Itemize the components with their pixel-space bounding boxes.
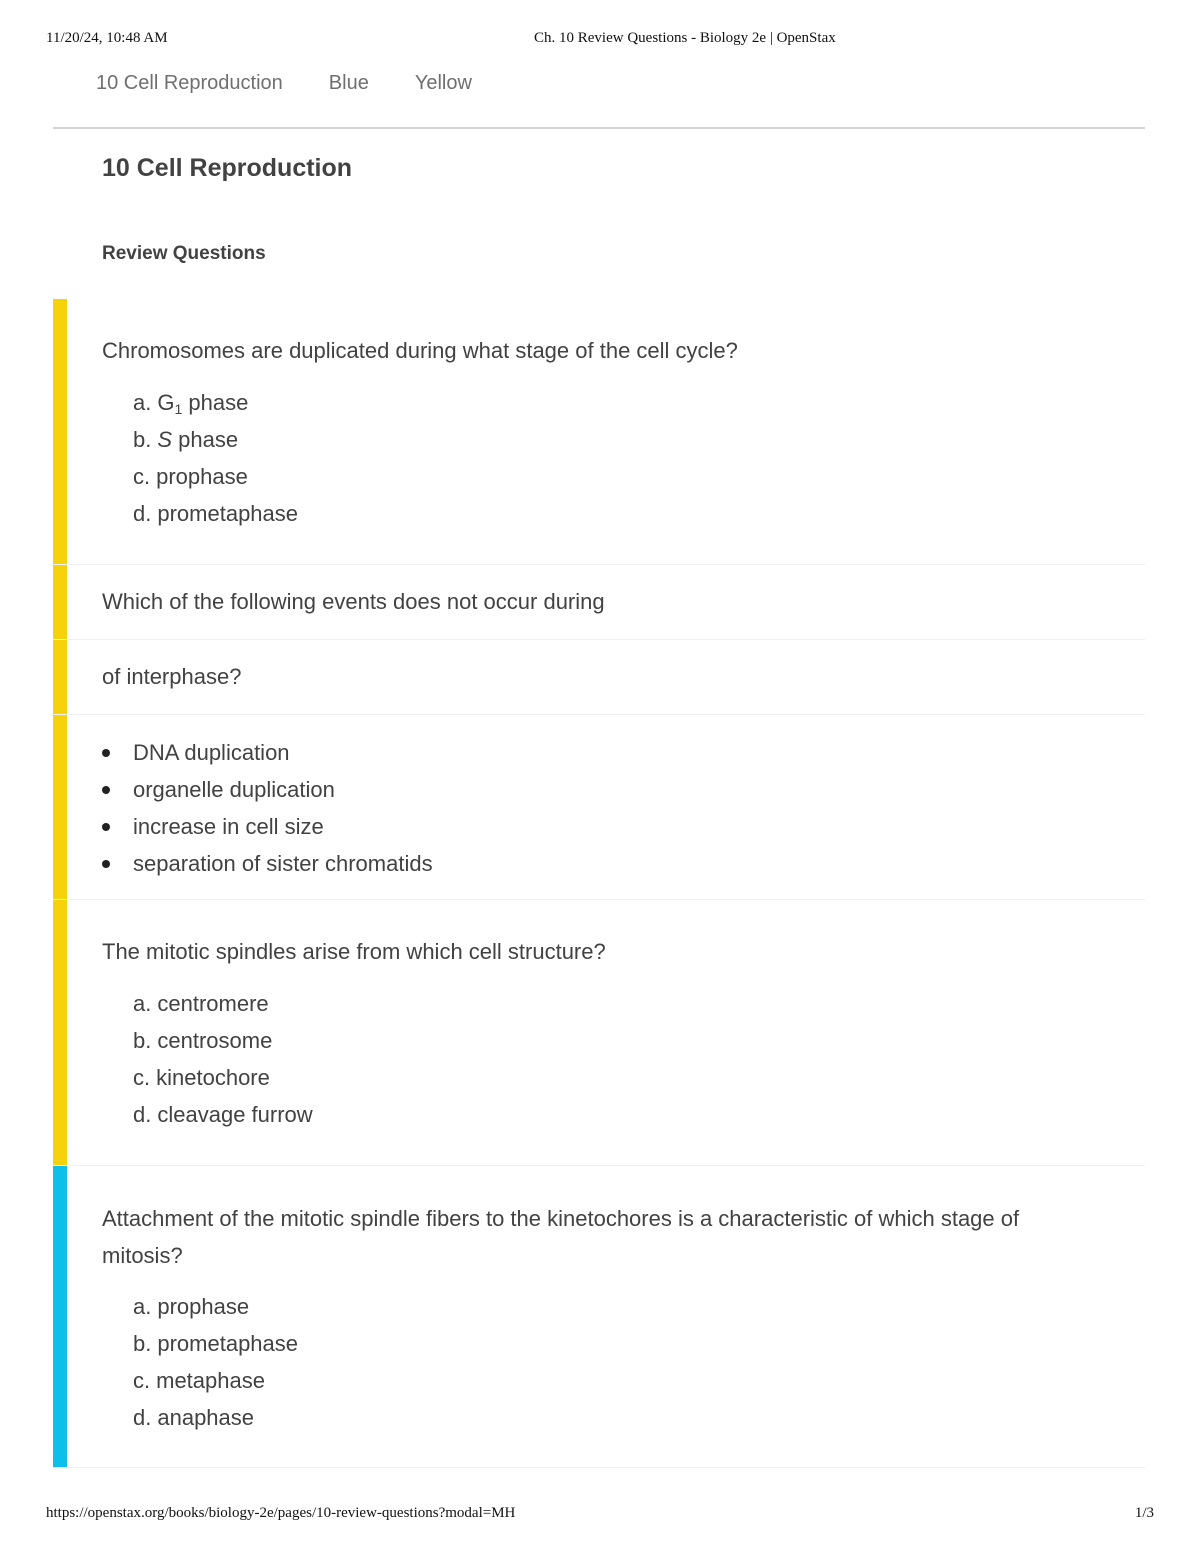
yellow-highlight-bar bbox=[53, 715, 67, 899]
question-block-2-part-3 bbox=[53, 715, 1145, 900]
tab-yellow[interactable]: Yellow bbox=[414, 72, 472, 94]
question-text: Chromosomes are duplicated during what stage of the cell cycle? bbox=[102, 338, 738, 363]
bullet-option: separation of sister chromatids bbox=[102, 845, 433, 882]
option-c: c. kinetochore bbox=[133, 1065, 270, 1090]
answer-options bbox=[133, 384, 298, 532]
print-date: 11/20/24, 10:48 AM bbox=[46, 30, 168, 46]
yellow-highlight-bar bbox=[53, 640, 67, 714]
question-block-1 bbox=[53, 299, 1145, 565]
page-url: https://openstax.org/books/biology-2e/pages/10-review-questions?modal=MH bbox=[46, 1505, 516, 1521]
answer-bullets bbox=[102, 734, 433, 882]
print-header bbox=[46, 30, 1154, 50]
question-block-4 bbox=[53, 1166, 1145, 1468]
question-block-3 bbox=[53, 900, 1145, 1166]
option-a: a. centromere bbox=[133, 991, 269, 1016]
yellow-highlight-bar bbox=[53, 900, 67, 1165]
option-b: b. S phase bbox=[133, 427, 239, 452]
blue-highlight-bar bbox=[53, 1166, 67, 1467]
print-footer bbox=[46, 1505, 1154, 1525]
print-document-title: Ch. 10 Review Questions - Biology 2e | OpenStax bbox=[534, 30, 836, 46]
bullet-option: organelle duplication bbox=[102, 771, 433, 808]
bullet-icon bbox=[102, 823, 110, 831]
option-a: a. prophase bbox=[133, 1294, 250, 1319]
option-b: b. centrosome bbox=[133, 1028, 273, 1053]
option-d: d. cleavage furrow bbox=[133, 1102, 313, 1127]
bullet-icon bbox=[102, 860, 110, 868]
bullet-option: increase in cell size bbox=[102, 808, 433, 845]
option-b: b. prometaphase bbox=[133, 1331, 299, 1356]
page-number: 1/3 bbox=[1134, 1505, 1154, 1521]
chapter-title: 10 Cell Reproduction bbox=[102, 154, 353, 182]
question-block-2-part-2 bbox=[53, 640, 1145, 715]
tab-chapter[interactable]: 10 Cell Reproduction bbox=[96, 72, 283, 94]
question-text-continued: of interphase? bbox=[102, 664, 242, 689]
question-text: The mitotic spindles arise from which cell structure? bbox=[102, 939, 606, 964]
option-c: c. prophase bbox=[133, 464, 248, 489]
option-d: d. prometaphase bbox=[133, 501, 299, 526]
answer-options bbox=[133, 1288, 298, 1436]
section-title: Review Questions bbox=[102, 243, 266, 264]
question-text: Attachment of the mitotic spindle fibers to the kinetochores is a characteristic of which stage of mitosis? bbox=[102, 1206, 1020, 1268]
bullet-icon bbox=[102, 749, 110, 757]
option-d: d. anaphase bbox=[133, 1405, 255, 1430]
option-c: c. metaphase bbox=[133, 1368, 265, 1393]
tabs-divider bbox=[53, 127, 1145, 129]
bullet-icon bbox=[102, 786, 110, 794]
tab-blue[interactable]: Blue bbox=[328, 72, 369, 94]
question-block-2-part-1 bbox=[53, 565, 1145, 640]
yellow-highlight-bar bbox=[53, 565, 67, 639]
answer-options bbox=[133, 985, 313, 1133]
question-text: Which of the following events does not occur during bbox=[102, 589, 605, 614]
yellow-highlight-bar bbox=[53, 299, 67, 564]
option-a: a. $G_1$ phase bbox=[133, 390, 249, 417]
highlight-tabs bbox=[96, 72, 472, 102]
bullet-option: DNA duplication bbox=[102, 734, 433, 771]
